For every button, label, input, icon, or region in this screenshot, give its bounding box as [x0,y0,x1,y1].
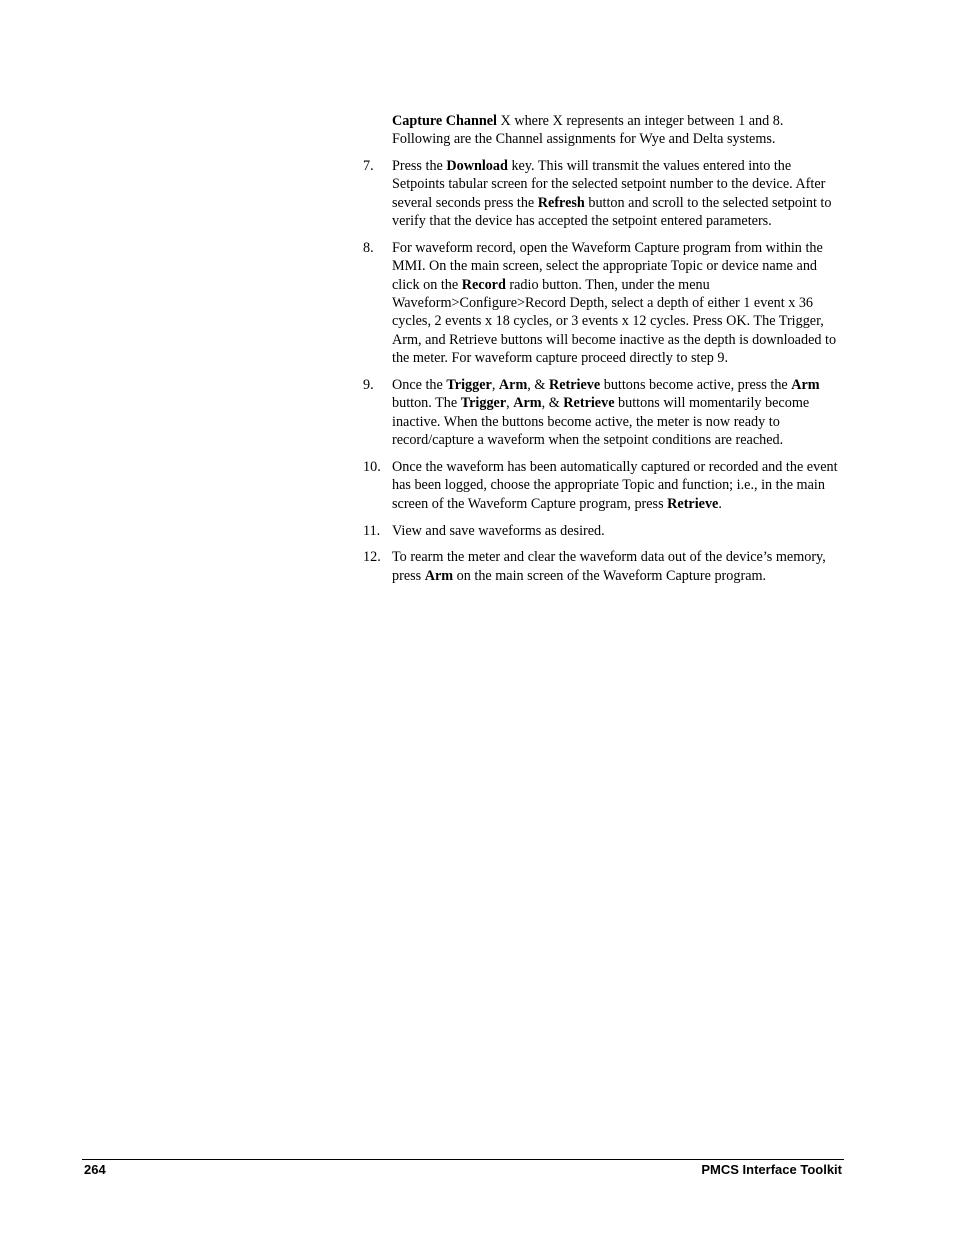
text-run: , [491,377,499,394]
text-run: radio button. Then, under the menu Waveform>Configure>Record Depth, select a depth of either 1 event x 36 cycles, 2 events x 18 cycles, or 3 events x 12 cycles. Press OK. The Trigger, Arm, and Retrieve buttons will become inactive as the depth is downloaded to the meter. For waveform capture proceed directly to step 9. [392,276,837,367]
text-run: , [506,395,514,412]
list-item-number: 10. [363,459,381,476]
intro-text: X where X represents an integer between 1 and 8. Following are the Channel assignments for Wye and Delta systems. [392,113,784,148]
list-item-number: 7. [363,157,374,174]
list-item [363,376,843,450]
text-run: , & [541,395,564,412]
bold-term: Retrieve [548,377,601,394]
list-item-text [392,522,843,540]
bold-term: Retrieve [563,395,615,412]
text-run: on the main screen of the Waveform Capture program. [453,567,767,584]
list-item-text [392,376,843,450]
text-run: , & [527,377,549,394]
text-run: Once the waveform has been automatically captured or recorded and the event has been logged, choose the appropriate Topic and function; i.e., in the main screen of the Waveform Capture program, press [392,459,838,512]
bold-term: Arm [513,395,542,412]
intro-bold-lead: Capture Channel [392,113,497,129]
list-item-number: 9. [363,377,374,394]
bold-term: Arm [791,377,820,394]
bold-term: Retrieve [667,495,719,512]
intro-paragraph [363,112,843,149]
list-item [363,239,843,368]
list-item [363,522,843,540]
footer-divider [82,1159,844,1160]
numbered-steps-list [363,157,843,585]
document-body [363,112,843,594]
document-title: PMCS Interface Toolkit [701,1162,842,1177]
page-number: 264 [84,1162,106,1177]
text-run: Press the [392,157,447,174]
list-item-number: 8. [363,239,374,256]
text-run: View and save waveforms as desired. [392,522,605,539]
text-run: buttons become active, press the [600,377,792,394]
text-run: . [718,495,722,512]
list-item-number: 11. [363,522,381,539]
bold-term: Trigger [446,377,492,394]
text-run: Once the [392,377,447,394]
text-run: buttons will momentarily become inactive. When the buttons become active, the meter is now ready to record/capture a waveform when the setpoint conditions are reached. [392,395,810,449]
list-item [363,157,843,231]
bold-term: Refresh [537,194,585,211]
list-item-number: 12. [363,549,381,566]
list-item-text [392,458,843,513]
list-item-text [392,548,843,585]
bold-term: Arm [424,567,454,584]
list-item [363,548,843,585]
bold-term: Download [446,157,508,174]
list-item-text [392,157,843,231]
text-run: button and scroll to the selected setpoint to verify that the device has accepted the setpoint entered parameters. [392,194,832,230]
text-run: To rearm the meter and clear the waveform data out of the device’s memory, press [392,549,826,584]
list-item [363,458,843,513]
bold-term: Record [461,276,506,293]
text-run: key. This will transmit the values entered into the Setpoints tabular screen for the selected setpoint number to the device. After several seconds press the [392,157,826,211]
bold-term: Arm [498,377,528,394]
bold-term: Trigger [460,395,507,412]
list-item-text [392,239,843,368]
text-run: For waveform record, open the Waveform Capture program from within the MMI. On the main screen, select the appropriate Topic or device name and click on the [392,239,823,293]
text-run: button. The [392,395,461,412]
